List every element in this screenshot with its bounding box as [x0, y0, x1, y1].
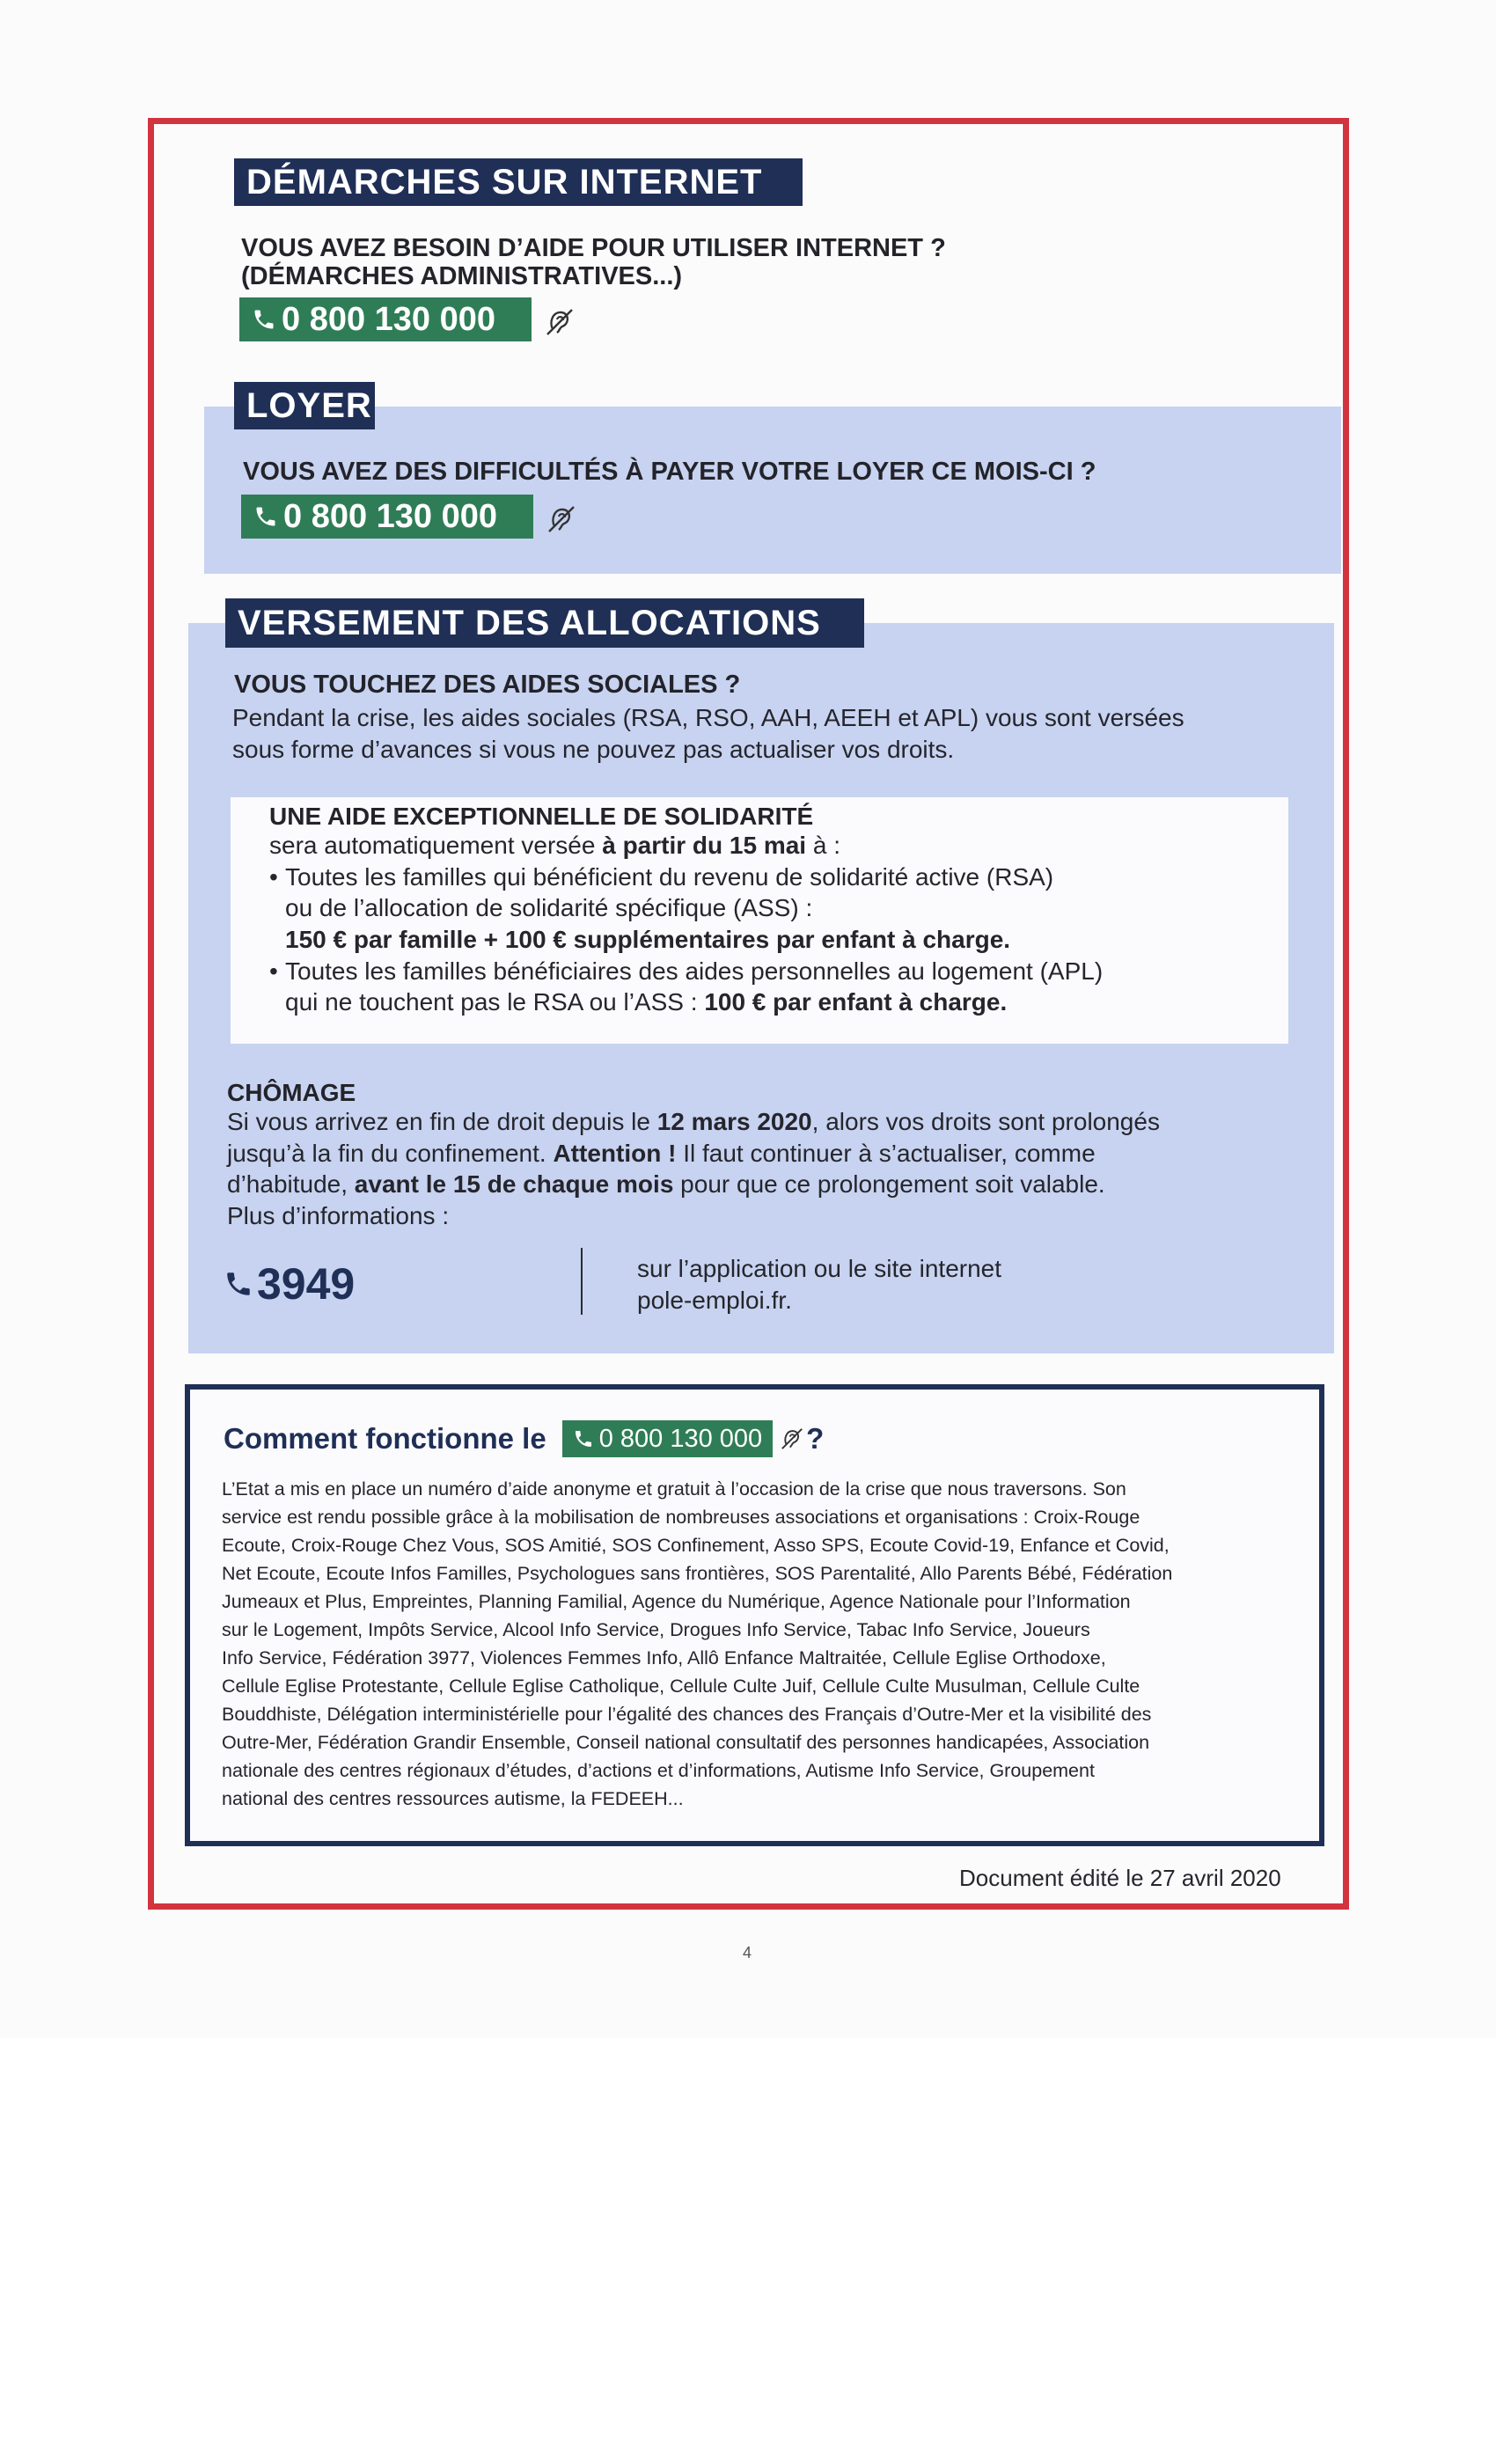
vertical-divider: [581, 1248, 583, 1315]
hearing-impaired-icon: [542, 304, 577, 340]
fonctionne-title: Comment fonctionne le: [224, 1422, 546, 1455]
loyer-title-text: LOYER: [246, 386, 372, 425]
plus-info-label: Plus d’informations :: [227, 1202, 450, 1229]
chomage-heading: CHÔMAGE: [227, 1079, 356, 1106]
hearing-impaired-icon: [544, 502, 579, 537]
body-line: Cellule Eglise Protestante, Cellule Eglise Catholique, Cellule Culte Juif, Cellule Culte Musulman, Cellule Culte: [222, 1676, 1140, 1698]
page-number: 4: [743, 1944, 752, 1962]
body-line: Outre-Mer, Fédération Grandir Ensemble, Conseil national consultatif des personnes handicapées, Association: [222, 1732, 1150, 1754]
pole-emploi-site[interactable]: pole-emploi.fr.: [637, 1287, 792, 1315]
loyer-phone-button[interactable]: [241, 495, 533, 539]
allocations-title-text: VERSEMENT DES ALLOCATIONS: [238, 604, 821, 642]
body-line: nationale des centres régionaux d’études, d’actions et d’informations, Autisme Info Service, Groupement: [222, 1760, 1095, 1782]
body-line: Jumeaux et Plus, Empreintes, Planning Familial, Agence du Numérique, Agence Nationale pour l’Information: [222, 1591, 1131, 1613]
fonctionne-phone-button[interactable]: [562, 1420, 773, 1457]
aide-content: [269, 803, 1103, 1018]
aide-bullet-2: • Toutes les familles bénéficiaires des aides personnelles au logement (APL): [269, 956, 1103, 987]
fonctionne-phone-number: 0 800 130 000: [598, 1424, 763, 1453]
body-line: Ecoute, Croix-Rouge Chez Vous, SOS Amitié, SOS Confinement, Asso SPS, Ecoute Covid-19, Enfance et Covid,: [222, 1535, 1170, 1557]
allocations-text-line2: sous forme d’avances si vous ne pouvez pas actualiser vos droits.: [232, 736, 955, 764]
internet-phone-number: 0 800 130 000: [282, 300, 496, 338]
loyer-question: VOUS AVEZ DES DIFFICULTÉS À PAYER VOTRE LOYER CE MOIS-CI ?: [243, 458, 1096, 486]
internet-question-line2: (DÉMARCHES ADMINISTRATIVES...): [241, 262, 683, 291]
phone-icon: [252, 307, 276, 332]
chomage-line2: jusqu’à la fin du confinement. Attention ! Il faut continuer à s’actualiser, comme: [227, 1139, 1096, 1167]
allocations-text-line1: Pendant la crise, les aides sociales (RSA, RSO, AAH, AEEH et APL) vous sont versées: [232, 704, 1184, 731]
allocations-title: [225, 598, 864, 648]
loyer-title: [234, 382, 375, 429]
body-line: Bouddhiste, Délégation interministérielle pour l’égalité des chances des Français d’Outre-Mer et la visibilité des: [222, 1704, 1152, 1726]
body-line: sur le Logement, Impôts Service, Alcool Info Service, Drogues Info Service, Tabac Info Service, Joueurs: [222, 1619, 1090, 1641]
internet-phone-button[interactable]: [239, 297, 532, 341]
internet-question-line1: VOUS AVEZ BESOIN D’AIDE POUR UTILISER INTERNET ?: [241, 234, 946, 262]
body-line: service est rendu possible grâce à la mobilisation de nombreuses associations et organisations : Croix-Rouge: [222, 1507, 1140, 1529]
phone-icon: [253, 504, 278, 529]
pole-emploi-app: sur l’application ou le site internet: [637, 1255, 1002, 1282]
body-line: Info Service, Fédération 3977, Violences Femmes Info, Allô Enfance Maltraitée, Cellule Eglise Orthodoxe,: [222, 1647, 1106, 1669]
aide-bullet-1-amount: 150 € par famille + 100 € supplémentaires par enfant à charge.: [285, 926, 1011, 953]
fonctionne-title-row: [224, 1420, 824, 1457]
chomage-content: [227, 1079, 1160, 1232]
chomage-line1: Si vous arrivez en fin de droit depuis le 12 mars 2020, alors vos droits sont prolongés: [227, 1108, 1160, 1136]
aide-bullet-2-line2: qui ne touchent pas le RSA ou l’ASS : 100 € par enfant à charge.: [285, 988, 1008, 1016]
loyer-phone-number: 0 800 130 000: [283, 497, 498, 535]
pole-emploi-info: [637, 1253, 1001, 1317]
internet-question: [241, 234, 946, 291]
body-line: national des centres ressources autisme, la FEDEEH...: [222, 1788, 684, 1810]
fonctionne-question-mark: ?: [806, 1422, 825, 1455]
hearing-impaired-icon: [778, 1425, 806, 1453]
allocations-text: [232, 702, 1184, 766]
fonctionne-body: [222, 1475, 1172, 1813]
chomage-line3: d’habitude, avant le 15 de chaque mois pour que ce prolongement soit valable.: [227, 1170, 1105, 1199]
allocations-question: VOUS TOUCHEZ DES AIDES SOCIALES ?: [234, 671, 741, 699]
phone-icon: [573, 1428, 594, 1449]
body-line: L’Etat a mis en place un numéro d’aide anonyme et gratuit à l’occasion de la crise que nous traversons. Son: [222, 1478, 1126, 1500]
phone-icon: [224, 1269, 253, 1299]
pole-emploi-number: 3949: [257, 1259, 356, 1309]
internet-title-text: DÉMARCHES SUR INTERNET: [246, 163, 763, 202]
aide-intro: sera automatiquement versée à partir du 15 mai à :: [269, 832, 841, 860]
body-line: Net Ecoute, Ecoute Infos Familles, Psychologues sans frontières, SOS Parentalité, Allo Parents Bébé, Fédération: [222, 1563, 1173, 1585]
aide-bullet-1-line2: ou de l’allocation de solidarité spécifique (ASS) :: [285, 894, 813, 922]
edition-date: Document édité le 27 avril 2020: [959, 1865, 1281, 1891]
pole-emploi-phone[interactable]: [224, 1258, 355, 1309]
aide-heading: UNE AIDE EXCEPTIONNELLE DE SOLIDARITÉ: [269, 803, 814, 830]
loyer-panel: [204, 407, 1341, 574]
aide-bullet-1: • Toutes les familles qui bénéficient du revenu de solidarité active (RSA): [269, 862, 1103, 893]
internet-title: [234, 158, 803, 206]
